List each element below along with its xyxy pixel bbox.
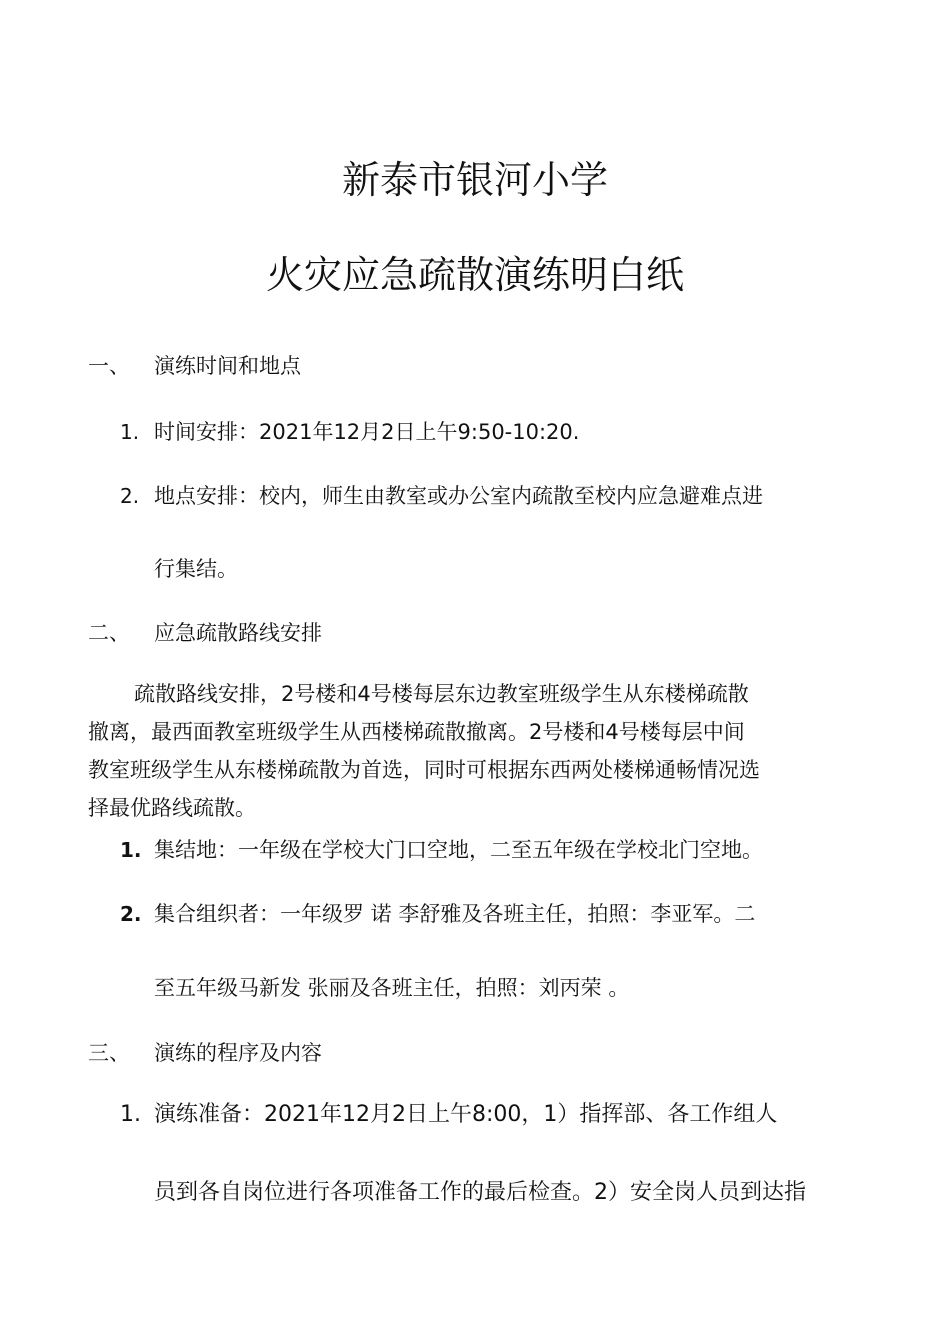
section-2-paragraph-line-4: 择最优路线疏散。 bbox=[88, 796, 256, 820]
section-1-heading: 演练时间和地点 bbox=[154, 354, 301, 378]
section-2-paragraph-line-1: 疏散路线安排，2号楼和4号楼每层东边教室班级学生从东楼梯疏散 bbox=[134, 682, 749, 706]
section-2-item-2-text-line-2: 至五年级马新发 张丽及各班主任，拍照：刘丙荣 。 bbox=[154, 976, 630, 1000]
document-title: 火灾应急疏散演练明白纸 bbox=[265, 253, 684, 297]
section-1-item-1-text: 时间安排：2021年12月2日上午9:50-10:20. bbox=[154, 420, 580, 444]
section-1-item-2-text-line-1: 地点安排：校内，师生由教室或办公室内疏散至校内应急避难点进 bbox=[154, 484, 763, 508]
section-2-paragraph-line-2: 撤离，最西面教室班级学生从西楼梯疏散撤离。2号楼和4号楼每层中间 bbox=[88, 720, 745, 744]
section-3-item-1-text-line-1: 演练准备：2021年12月2日上午8:00，1）指挥部、各工作组人 bbox=[154, 1102, 778, 1127]
section-2-item-2-number: 2. bbox=[120, 902, 142, 926]
section-2-item-1-number: 1. bbox=[120, 838, 142, 862]
section-2-paragraph-line-3: 教室班级学生从东楼梯疏散为首选，同时可根据东西两处楼梯通畅情况选 bbox=[88, 758, 760, 782]
section-1-item-2-number: 2. bbox=[120, 484, 140, 508]
section-2-item-2-text-line-1: 集合组织者：一年级罗 诺 李舒雅及各班主任，拍照：李亚军。二 bbox=[154, 902, 756, 926]
section-3-item-1-text-line-2: 员到各自岗位进行各项准备工作的最后检查。2）安全岗人员到达指 bbox=[154, 1180, 806, 1205]
section-3-number: 三、 bbox=[88, 1041, 130, 1065]
school-title: 新泰市银河小学 bbox=[341, 158, 608, 202]
section-2-heading: 应急疏散路线安排 bbox=[154, 621, 322, 645]
section-3-item-1-number: 1. bbox=[120, 1102, 141, 1127]
section-1-item-2-text-line-2: 行集结。 bbox=[154, 557, 238, 581]
section-2-number: 二、 bbox=[88, 621, 130, 645]
section-2-item-1-text: 集结地：一年级在学校大门口空地，二至五年级在学校北门空地。 bbox=[154, 838, 763, 862]
section-1-item-1-number: 1. bbox=[120, 420, 140, 444]
section-3-heading: 演练的程序及内容 bbox=[154, 1041, 322, 1065]
section-1-number: 一、 bbox=[88, 354, 130, 378]
